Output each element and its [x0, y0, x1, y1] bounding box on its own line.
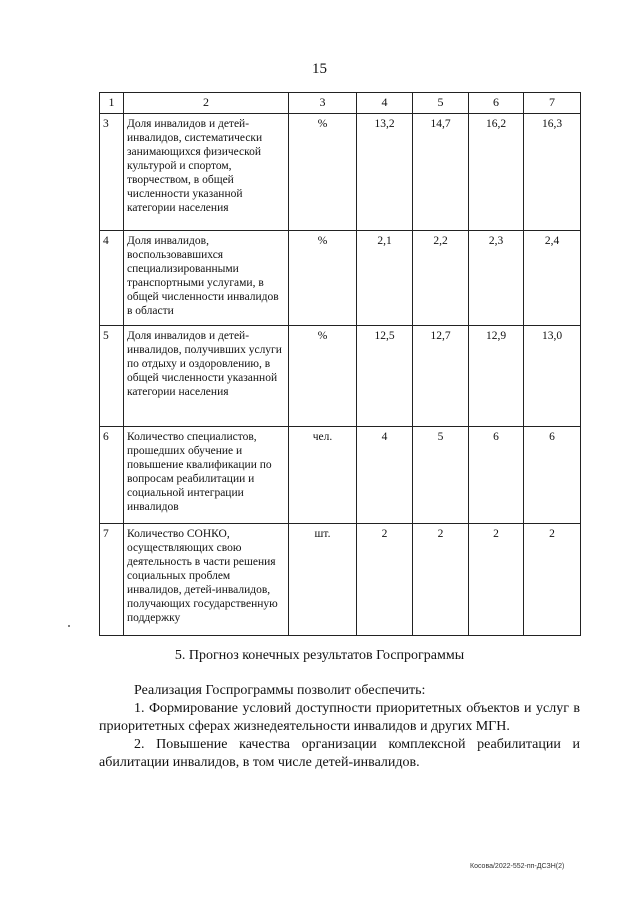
row-value: 2,1: [357, 231, 413, 326]
document-footer-code: Косова/2022-552-пп-ДСЗН(2): [470, 863, 565, 870]
row-number: 5: [100, 326, 124, 427]
table-header-row: [100, 93, 581, 114]
indicators-table: [99, 92, 581, 636]
row-unit: %: [289, 326, 357, 427]
row-number: 7: [100, 524, 124, 636]
row-number: 4: [100, 231, 124, 326]
row-value: 12,5: [357, 326, 413, 427]
result-item-2: 2. Повышение качества организации комплексной реабилитации и абилитации инвалидов, в том числе детей-инвалидов.: [99, 737, 580, 770]
header-cell: 3: [289, 93, 357, 114]
row-description: Доля инвалидов и детей-инвалидов, систематически занимающихся физической культурой и спортом, творчеством, в общей численности указанной категории населения: [124, 114, 289, 231]
row-value: 13,2: [357, 114, 413, 231]
header-cell: 7: [524, 93, 581, 114]
header-cell: 6: [469, 93, 524, 114]
section-heading: 5. Прогноз конечных результатов Госпрограммы: [174, 648, 465, 663]
row-description: Количество СОНКО, осуществляющих свою деятельность в части решения социальных проблем инвалидов, детей-инвалидов, получающих государственную поддержку: [124, 524, 289, 636]
header-cell: 4: [357, 93, 413, 114]
row-description: Количество специалистов, прошедших обучение и повышение квалификации по вопросам реабилитации и социальной интеграции инвалидов: [124, 427, 289, 524]
row-value: 2,4: [524, 231, 581, 326]
row-unit: %: [289, 231, 357, 326]
row-value: 2: [413, 524, 469, 636]
row-unit: %: [289, 114, 357, 231]
page-number: 15: [312, 61, 327, 77]
table-row: [100, 326, 581, 427]
row-value: 16,3: [524, 114, 581, 231]
row-value: 6: [469, 427, 524, 524]
header-cell: 2: [124, 93, 289, 114]
row-value: 2,2: [413, 231, 469, 326]
row-value: 2: [524, 524, 581, 636]
row-value: 2,3: [469, 231, 524, 326]
header-cell: 5: [413, 93, 469, 114]
row-value: 12,7: [413, 326, 469, 427]
row-number: 3: [100, 114, 124, 231]
row-value: 13,0: [524, 326, 581, 427]
scan-speck: [68, 625, 70, 627]
row-value: 12,9: [469, 326, 524, 427]
table-row: [100, 524, 581, 636]
table-row: [100, 231, 581, 326]
row-description: Доля инвалидов, воспользовавшихся специализированными транспортными услугами, в общей численности инвалидов в области: [124, 231, 289, 326]
row-value: 2: [357, 524, 413, 636]
row-description: Доля инвалидов и детей-инвалидов, получивших услуги по отдыху и оздоровлению, в общей численности указанной категории населения: [124, 326, 289, 427]
row-value: 14,7: [413, 114, 469, 231]
section-intro: Реализация Госпрограммы позволит обеспечить:: [134, 683, 426, 698]
row-value: 16,2: [469, 114, 524, 231]
row-number: 6: [100, 427, 124, 524]
row-unit: шт.: [289, 524, 357, 636]
table-row: [100, 427, 581, 524]
row-value: 4: [357, 427, 413, 524]
row-value: 6: [524, 427, 581, 524]
row-value: 5: [413, 427, 469, 524]
header-cell: 1: [100, 93, 124, 114]
table-row: [100, 114, 581, 231]
result-item-1: 1. Формирование условий доступности приоритетных объектов и услуг в приоритетных сферах жизнедеятельности инвалидов и других МГН.: [99, 701, 580, 734]
row-unit: чел.: [289, 427, 357, 524]
row-value: 2: [469, 524, 524, 636]
